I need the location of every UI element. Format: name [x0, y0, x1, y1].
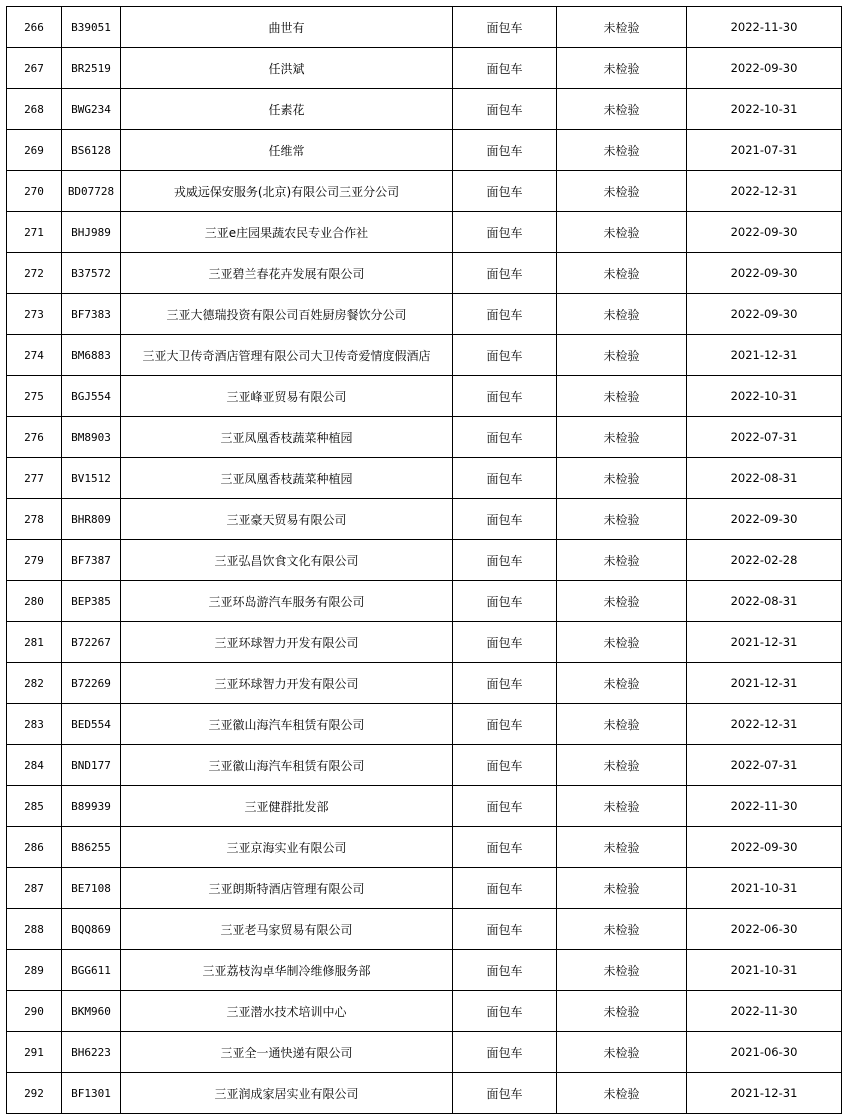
table-row	[7, 253, 842, 294]
inspection-status-cell: 未检验	[557, 581, 687, 622]
table-row	[7, 335, 842, 376]
owner-cell: 三亚e庄园果蔬农民专业合作社	[121, 212, 453, 253]
owner-cell: 三亚润成家居实业有限公司	[121, 1073, 453, 1114]
vehicle-type-cell: 面包车	[453, 499, 557, 540]
plate-number-cell: BF7383	[62, 294, 121, 335]
table-row	[7, 868, 842, 909]
owner-cell: 三亚徽山海汽车租赁有限公司	[121, 704, 453, 745]
row-number-cell: 266	[7, 7, 62, 48]
vehicle-type-cell: 面包车	[453, 89, 557, 130]
table-row	[7, 48, 842, 89]
table-row	[7, 1032, 842, 1073]
expiry-date-cell: 2022-12-31	[687, 704, 842, 745]
owner-cell: 三亚峰亚贸易有限公司	[121, 376, 453, 417]
expiry-date-cell: 2022-07-31	[687, 417, 842, 458]
plate-number-cell: BH6223	[62, 1032, 121, 1073]
row-number-cell: 267	[7, 48, 62, 89]
vehicle-inspection-table	[6, 6, 842, 1114]
vehicle-type-cell: 面包车	[453, 950, 557, 991]
owner-cell: 三亚潜水技术培训中心	[121, 991, 453, 1032]
plate-number-cell: B39051	[62, 7, 121, 48]
inspection-status-cell: 未检验	[557, 868, 687, 909]
expiry-date-cell: 2022-11-30	[687, 991, 842, 1032]
plate-number-cell: BKM960	[62, 991, 121, 1032]
table-row	[7, 581, 842, 622]
row-number-cell: 286	[7, 827, 62, 868]
owner-cell: 任洪斌	[121, 48, 453, 89]
expiry-date-cell: 2022-11-30	[687, 7, 842, 48]
vehicle-type-cell: 面包车	[453, 1032, 557, 1073]
row-number-cell: 285	[7, 786, 62, 827]
inspection-status-cell: 未检验	[557, 540, 687, 581]
row-number-cell: 280	[7, 581, 62, 622]
plate-number-cell: BF7387	[62, 540, 121, 581]
row-number-cell: 279	[7, 540, 62, 581]
table-row	[7, 909, 842, 950]
table-row	[7, 622, 842, 663]
row-number-cell: 281	[7, 622, 62, 663]
inspection-status-cell: 未检验	[557, 950, 687, 991]
owner-cell: 三亚凤凰香枝蔬菜种植园	[121, 458, 453, 499]
vehicle-type-cell: 面包车	[453, 786, 557, 827]
inspection-status-cell: 未检验	[557, 745, 687, 786]
row-number-cell: 277	[7, 458, 62, 499]
row-number-cell: 274	[7, 335, 62, 376]
row-number-cell: 291	[7, 1032, 62, 1073]
owner-cell: 三亚大德瑞投资有限公司百姓厨房餐饮分公司	[121, 294, 453, 335]
table-row	[7, 704, 842, 745]
owner-cell: 三亚碧兰春花卉发展有限公司	[121, 253, 453, 294]
row-number-cell: 273	[7, 294, 62, 335]
plate-number-cell: BHJ989	[62, 212, 121, 253]
plate-number-cell: BE7108	[62, 868, 121, 909]
owner-cell: 三亚豪天贸易有限公司	[121, 499, 453, 540]
expiry-date-cell: 2021-12-31	[687, 622, 842, 663]
plate-number-cell: BED554	[62, 704, 121, 745]
row-number-cell: 275	[7, 376, 62, 417]
inspection-status-cell: 未检验	[557, 663, 687, 704]
expiry-date-cell: 2021-12-31	[687, 335, 842, 376]
inspection-status-cell: 未检验	[557, 335, 687, 376]
table-row	[7, 540, 842, 581]
inspection-status-cell: 未检验	[557, 294, 687, 335]
expiry-date-cell: 2022-08-31	[687, 581, 842, 622]
vehicle-type-cell: 面包车	[453, 909, 557, 950]
plate-number-cell: BM6883	[62, 335, 121, 376]
row-number-cell: 268	[7, 89, 62, 130]
table-row	[7, 171, 842, 212]
plate-number-cell: BD07728	[62, 171, 121, 212]
owner-cell: 三亚荔枝沟卓华制冷维修服务部	[121, 950, 453, 991]
expiry-date-cell: 2021-06-30	[687, 1032, 842, 1073]
table-row	[7, 7, 842, 48]
vehicle-type-cell: 面包车	[453, 991, 557, 1032]
owner-cell: 戎威远保安服务(北京)有限公司三亚分公司	[121, 171, 453, 212]
table-row	[7, 991, 842, 1032]
plate-number-cell: BS6128	[62, 130, 121, 171]
expiry-date-cell: 2021-12-31	[687, 663, 842, 704]
inspection-status-cell: 未检验	[557, 89, 687, 130]
owner-cell: 三亚环岛游汽车服务有限公司	[121, 581, 453, 622]
table-row	[7, 417, 842, 458]
inspection-status-cell: 未检验	[557, 376, 687, 417]
vehicle-type-cell: 面包车	[453, 704, 557, 745]
row-number-cell: 278	[7, 499, 62, 540]
table-row	[7, 294, 842, 335]
inspection-status-cell: 未检验	[557, 1032, 687, 1073]
inspection-status-cell: 未检验	[557, 48, 687, 89]
plate-number-cell: BEP385	[62, 581, 121, 622]
inspection-status-cell: 未检验	[557, 417, 687, 458]
plate-number-cell: B37572	[62, 253, 121, 294]
plate-number-cell: BF1301	[62, 1073, 121, 1114]
owner-cell: 曲世有	[121, 7, 453, 48]
expiry-date-cell: 2022-08-31	[687, 458, 842, 499]
row-number-cell: 288	[7, 909, 62, 950]
expiry-date-cell: 2022-10-31	[687, 89, 842, 130]
plate-number-cell: BQQ869	[62, 909, 121, 950]
inspection-status-cell: 未检验	[557, 499, 687, 540]
inspection-status-cell: 未检验	[557, 991, 687, 1032]
row-number-cell: 272	[7, 253, 62, 294]
plate-number-cell: B86255	[62, 827, 121, 868]
inspection-status-cell: 未检验	[557, 458, 687, 499]
row-number-cell: 276	[7, 417, 62, 458]
inspection-status-cell: 未检验	[557, 130, 687, 171]
owner-cell: 三亚老马家贸易有限公司	[121, 909, 453, 950]
table-row	[7, 212, 842, 253]
table-row	[7, 827, 842, 868]
expiry-date-cell: 2021-12-31	[687, 1073, 842, 1114]
expiry-date-cell: 2022-09-30	[687, 48, 842, 89]
expiry-date-cell: 2022-07-31	[687, 745, 842, 786]
vehicle-type-cell: 面包车	[453, 7, 557, 48]
vehicle-type-cell: 面包车	[453, 1073, 557, 1114]
expiry-date-cell: 2022-09-30	[687, 827, 842, 868]
expiry-date-cell: 2021-07-31	[687, 130, 842, 171]
owner-cell: 三亚环球智力开发有限公司	[121, 622, 453, 663]
expiry-date-cell: 2021-10-31	[687, 950, 842, 991]
table-row	[7, 376, 842, 417]
vehicle-type-cell: 面包车	[453, 868, 557, 909]
owner-cell: 三亚健群批发部	[121, 786, 453, 827]
inspection-status-cell: 未检验	[557, 212, 687, 253]
row-number-cell: 292	[7, 1073, 62, 1114]
inspection-status-cell: 未检验	[557, 253, 687, 294]
plate-number-cell: BWG234	[62, 89, 121, 130]
vehicle-type-cell: 面包车	[453, 745, 557, 786]
owner-cell: 任维常	[121, 130, 453, 171]
table-row	[7, 130, 842, 171]
expiry-date-cell: 2022-09-30	[687, 294, 842, 335]
expiry-date-cell: 2022-10-31	[687, 376, 842, 417]
vehicle-type-cell: 面包车	[453, 253, 557, 294]
row-number-cell: 289	[7, 950, 62, 991]
vehicle-type-cell: 面包车	[453, 294, 557, 335]
row-number-cell: 269	[7, 130, 62, 171]
plate-number-cell: BV1512	[62, 458, 121, 499]
row-number-cell: 271	[7, 212, 62, 253]
table-row	[7, 458, 842, 499]
row-number-cell: 270	[7, 171, 62, 212]
plate-number-cell: BND177	[62, 745, 121, 786]
vehicle-type-cell: 面包车	[453, 212, 557, 253]
owner-cell: 三亚京海实业有限公司	[121, 827, 453, 868]
inspection-status-cell: 未检验	[557, 827, 687, 868]
table-body	[7, 7, 842, 1114]
vehicle-type-cell: 面包车	[453, 663, 557, 704]
plate-number-cell: B89939	[62, 786, 121, 827]
expiry-date-cell: 2022-06-30	[687, 909, 842, 950]
inspection-status-cell: 未检验	[557, 171, 687, 212]
owner-cell: 三亚全一通快递有限公司	[121, 1032, 453, 1073]
inspection-status-cell: 未检验	[557, 1073, 687, 1114]
row-number-cell: 282	[7, 663, 62, 704]
table-row	[7, 745, 842, 786]
table-row	[7, 786, 842, 827]
expiry-date-cell: 2022-09-30	[687, 212, 842, 253]
vehicle-type-cell: 面包车	[453, 130, 557, 171]
plate-number-cell: BGG611	[62, 950, 121, 991]
vehicle-type-cell: 面包车	[453, 540, 557, 581]
table-row	[7, 1073, 842, 1114]
inspection-status-cell: 未检验	[557, 622, 687, 663]
row-number-cell: 287	[7, 868, 62, 909]
expiry-date-cell: 2022-12-31	[687, 171, 842, 212]
plate-number-cell: BGJ554	[62, 376, 121, 417]
expiry-date-cell: 2022-11-30	[687, 786, 842, 827]
plate-number-cell: BM8903	[62, 417, 121, 458]
plate-number-cell: BR2519	[62, 48, 121, 89]
row-number-cell: 290	[7, 991, 62, 1032]
vehicle-type-cell: 面包车	[453, 48, 557, 89]
table-row	[7, 499, 842, 540]
owner-cell: 任素花	[121, 89, 453, 130]
owner-cell: 三亚环球智力开发有限公司	[121, 663, 453, 704]
owner-cell: 三亚徽山海汽车租赁有限公司	[121, 745, 453, 786]
table-row	[7, 950, 842, 991]
owner-cell: 三亚凤凰香枝蔬菜种植园	[121, 417, 453, 458]
owner-cell: 三亚朗斯特酒店管理有限公司	[121, 868, 453, 909]
table-row	[7, 89, 842, 130]
plate-number-cell: B72267	[62, 622, 121, 663]
expiry-date-cell: 2022-09-30	[687, 499, 842, 540]
vehicle-type-cell: 面包车	[453, 376, 557, 417]
expiry-date-cell: 2022-02-28	[687, 540, 842, 581]
plate-number-cell: BHR809	[62, 499, 121, 540]
vehicle-type-cell: 面包车	[453, 335, 557, 376]
table-row	[7, 663, 842, 704]
vehicle-type-cell: 面包车	[453, 417, 557, 458]
vehicle-type-cell: 面包车	[453, 171, 557, 212]
owner-cell: 三亚大卫传奇酒店管理有限公司大卫传奇爱情度假酒店	[121, 335, 453, 376]
expiry-date-cell: 2022-09-30	[687, 253, 842, 294]
vehicle-type-cell: 面包车	[453, 458, 557, 499]
owner-cell: 三亚弘昌饮食文化有限公司	[121, 540, 453, 581]
expiry-date-cell: 2021-10-31	[687, 868, 842, 909]
inspection-status-cell: 未检验	[557, 909, 687, 950]
inspection-status-cell: 未检验	[557, 704, 687, 745]
row-number-cell: 284	[7, 745, 62, 786]
inspection-status-cell: 未检验	[557, 7, 687, 48]
inspection-status-cell: 未检验	[557, 786, 687, 827]
plate-number-cell: B72269	[62, 663, 121, 704]
row-number-cell: 283	[7, 704, 62, 745]
vehicle-type-cell: 面包车	[453, 622, 557, 663]
vehicle-type-cell: 面包车	[453, 827, 557, 868]
vehicle-type-cell: 面包车	[453, 581, 557, 622]
